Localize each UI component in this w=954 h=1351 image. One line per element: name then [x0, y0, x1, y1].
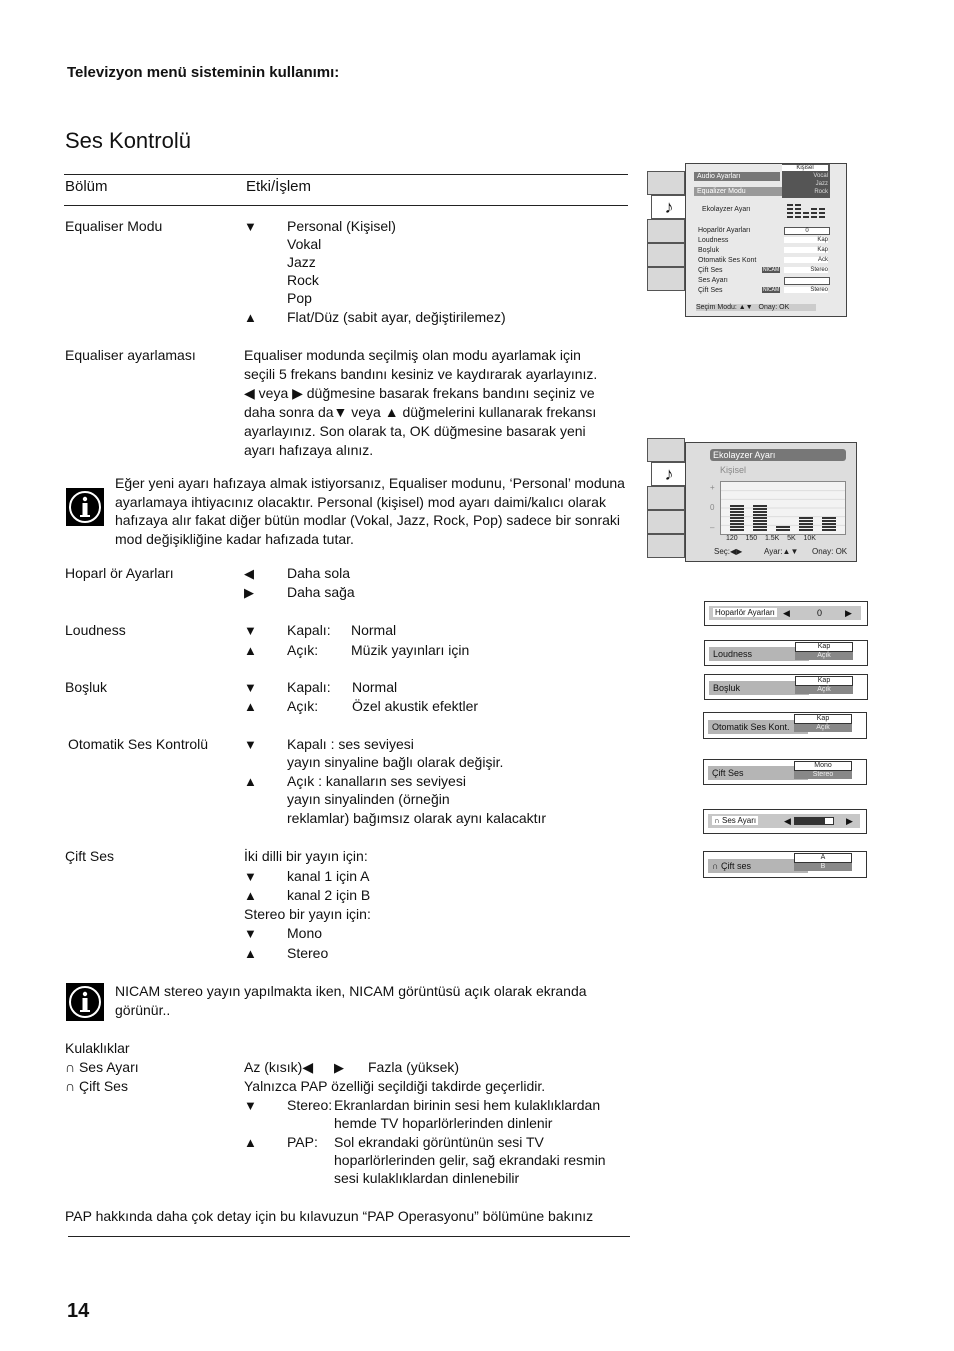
eq-band-segment: [753, 526, 767, 528]
tab-preset-icon: [647, 267, 685, 291]
equaliser-mode-label: Equaliser Modu: [65, 218, 163, 234]
right-arrow-icon: ▶: [244, 585, 254, 600]
avc-on-line: Açık : kanalların ses seviyesi: [287, 773, 466, 789]
dual-sound-bar[interactable]: [703, 759, 867, 785]
tab-features-icon: [647, 486, 685, 510]
eq-footer-adjust: Ayar:▲▼: [764, 547, 799, 556]
bar-options[interactable]: [794, 761, 852, 779]
space-off-val: Normal: [352, 679, 398, 695]
bar-options[interactable]: [794, 853, 852, 871]
text-line: ayarı hafızaya alınız.: [244, 442, 374, 458]
eq-band-segment: [730, 508, 744, 510]
bar-options[interactable]: [794, 714, 852, 732]
text-line: ayarlayınız. Son olarak ta, OK düğmesine basarak yeni: [244, 423, 586, 439]
section-header: Televizyon menü sisteminin kullanımı:: [67, 64, 340, 81]
nicam-badge: NICAM: [763, 287, 780, 293]
eq-plus: +: [710, 483, 715, 492]
menu-value: Stereo: [784, 267, 828, 273]
text-line: NICAM stereo yayın yapılmakta iken, NICAM görüntüsü açık olarak ekranda: [115, 983, 587, 999]
headphone-icon: ∩: [65, 1059, 76, 1075]
option-off[interactable]: Kap: [795, 642, 853, 652]
dropdown-item[interactable]: Kişisel: [782, 165, 828, 171]
up-arrow-icon: ▲: [244, 888, 257, 903]
audio-menu-panel: [685, 163, 847, 317]
table-top-rule: [64, 174, 628, 175]
tab-preset-icon: [647, 534, 685, 558]
option-off[interactable]: Kap: [795, 676, 853, 686]
down-arrow-icon: ▼: [244, 1098, 257, 1113]
text-line: daha sonra da▼ veya ▲ düğmelerini kullanarak frekansı: [244, 404, 597, 420]
menu-row[interactable]: Çift Ses: [698, 287, 723, 294]
nicam-badge: NICAM: [763, 267, 780, 273]
equaliser-adjust-text: [244, 346, 624, 460]
hp-stereo-line: Ekranlardan birinin sesi hem kulaklıklardan: [334, 1097, 601, 1113]
headphone-icon: ∩: [712, 861, 719, 871]
avc-on-line: reklamlar) bağımsız olarak aynı kalacaktır: [287, 810, 547, 826]
bar-label: Çift Ses: [708, 766, 808, 780]
eq-band-segment: [822, 520, 836, 522]
option-on[interactable]: Açık: [795, 686, 853, 694]
up-arrow-icon: ▲: [244, 946, 257, 961]
dual-mono: Mono: [287, 925, 323, 941]
table-header-rule: [64, 205, 628, 206]
hp-volume-text: Ses Ayarı: [78, 1059, 139, 1075]
down-arrow-icon: ▼: [244, 737, 257, 752]
avc-on-line: yayın sinyalinden (örneğin: [287, 791, 450, 807]
loudness-label: Loudness: [65, 622, 126, 638]
bar-label: [708, 859, 808, 873]
text-line: seçili 5 frekans bandını kesiniz ve kaydırarak ayarlayınız.: [244, 366, 598, 382]
eq-item: Pop: [287, 290, 312, 306]
eq-band-segment: [730, 505, 744, 507]
dual-sound-label: Çift Ses: [65, 848, 115, 864]
right-arrow-icon: ▶: [845, 608, 852, 618]
eq-title: Ekolayzer Ayarı: [710, 449, 846, 461]
tab-sound-icon: ♪: [651, 462, 687, 486]
hp-dual-text: Çift Ses: [78, 1078, 128, 1094]
eq-item: Rock: [287, 272, 319, 288]
equaliser-adjust-label: Equaliser ayarlaması: [65, 347, 196, 363]
page-title: Ses Kontrolü: [65, 128, 191, 153]
space-on-key: Açık:: [287, 698, 319, 714]
band-label: 150: [745, 535, 758, 542]
loudness-off-key: Kapalı:: [287, 622, 331, 638]
headphone-icon: ∩: [714, 816, 720, 825]
menu-eq-mode[interactable]: Equalizer Modu: [694, 187, 786, 196]
left-arrow-icon: ◀: [783, 608, 790, 618]
space-off-key: Kapalı:: [287, 679, 331, 695]
option-stereo[interactable]: Stereo: [794, 771, 852, 779]
eq-band-svg: [721, 482, 845, 534]
band-label: 5K: [787, 535, 796, 542]
avc-off-line: yayın sinyaline bağlı olarak değişir.: [287, 754, 504, 770]
menu-volume-bar: [784, 277, 830, 285]
equalizer-menu-illustration: [645, 436, 860, 564]
eq-band-segment: [753, 520, 767, 522]
eq-band-segment: [799, 520, 813, 522]
hp-low: Az (kısık)◀: [244, 1059, 314, 1075]
up-arrow-icon: ▲: [244, 774, 257, 789]
option-a[interactable]: A: [794, 853, 852, 863]
bar-label: [712, 816, 758, 825]
info-note-personal: [115, 474, 635, 548]
bar-label: Otomatik Ses Kont.: [708, 720, 808, 734]
option-b[interactable]: B: [794, 863, 852, 871]
menu-row[interactable]: Hoparlör Ayarları: [698, 227, 751, 234]
up-arrow-icon: ▲: [244, 643, 257, 658]
eq-band-bar[interactable]: [776, 526, 790, 531]
hp-pap-line: sesi kulaklıklardan dinlenebilir: [334, 1170, 520, 1186]
eq-band-segment: [730, 511, 744, 513]
eq-footer-select: Seç:◀▶: [714, 547, 743, 556]
tab-features-icon: [647, 219, 685, 243]
eq-band-segment: [730, 520, 744, 522]
footer-select: Seçim Modu: ▲▼: [696, 304, 753, 311]
option-off[interactable]: Kap: [794, 714, 852, 724]
right-arrow-icon: ▶: [334, 1060, 344, 1075]
option-mono[interactable]: Mono: [794, 761, 852, 771]
loudness-bar[interactable]: [704, 640, 868, 666]
speaker-label: Hoparl ör Ayarları: [65, 565, 174, 581]
up-arrow-icon: ▲: [244, 1135, 257, 1150]
menu-eq-adjust[interactable]: Ekolayzer Ayarı: [702, 206, 751, 213]
menu-row[interactable]: Loudness: [698, 237, 729, 244]
dropdown-item[interactable]: Vocal: [813, 173, 828, 179]
eq-band-segment: [753, 511, 767, 513]
down-arrow-icon: ▼: [244, 623, 257, 638]
bar-label: Loudness: [709, 647, 809, 661]
eq-band-segment: [799, 529, 813, 531]
band-label: 1.5K: [764, 535, 780, 542]
loudness-on-val: Müzik yayınları için: [351, 642, 470, 658]
volume-slider[interactable]: [794, 817, 834, 825]
hp-dual-label: [65, 1077, 128, 1096]
page-number: 14: [67, 1300, 90, 1322]
eq-mini-graph: [786, 202, 828, 224]
option-on[interactable]: Açık: [794, 724, 852, 732]
footer-note: PAP hakkında daha çok detay için bu kılavuzun “PAP Operasyonu” bölümüne bakınız: [65, 1208, 594, 1224]
eq-band-segment: [730, 514, 744, 516]
eq-mode-dropdown[interactable]: [782, 164, 830, 198]
text-line: Equaliser modunda seçilmiş olan modu ayarlamak için: [244, 347, 581, 363]
tab-setup-icon: [647, 243, 685, 267]
eq-band-segment: [730, 517, 744, 519]
dual-bilingual: İki dilli bir yayın için:: [244, 848, 368, 864]
loudness-on-key: Açık:: [287, 642, 319, 658]
bar-label-wrap: [709, 606, 861, 620]
hp-stereo-key: Stereo:: [287, 1097, 333, 1113]
space-on-val: Özel akustik efektler: [352, 698, 479, 714]
auto-volume-label: Otomatik Ses Kontrolü: [68, 736, 209, 752]
left-arrow-icon: ◀: [244, 566, 254, 581]
tab-picture-icon: [647, 438, 685, 462]
down-arrow-icon: ▼: [244, 926, 257, 941]
avc-off-line: Kapalı : ses seviyesi: [287, 736, 414, 752]
footer-rule: [68, 1236, 630, 1237]
eq-band-bar[interactable]: [799, 517, 813, 531]
menu-value: Kap: [784, 247, 828, 253]
eq-band-segment: [776, 529, 790, 531]
menu-value: Ack: [784, 257, 828, 263]
menu-row[interactable]: Çift Ses: [698, 267, 723, 274]
text-line: ◀ veya ▶ düğmesine basarak frekans bandını seçiniz ve: [244, 385, 595, 401]
eq-minus: –: [710, 523, 715, 532]
column-header-section: Bölüm: [65, 178, 108, 195]
eq-band-segment: [753, 508, 767, 510]
menu-value: Kap: [784, 237, 828, 243]
menu-row[interactable]: Boşluk: [698, 247, 720, 254]
menu-row[interactable]: Ses Ayarı: [698, 277, 728, 284]
eq-band-segment: [799, 517, 813, 519]
bar-label-wrap: [708, 814, 860, 828]
down-arrow-icon: ▼: [244, 869, 257, 884]
up-arrow-icon: ▲: [244, 699, 257, 714]
footer-ok: Onay: OK: [758, 304, 790, 311]
hp-pap-line: hoparlörlerinden gelir, sağ ekrandaki resmin: [334, 1152, 606, 1168]
eq-item: Personal (Kişisel): [287, 218, 396, 234]
headphone-dual-bar[interactable]: [703, 851, 867, 878]
headphone-volume-bar[interactable]: [703, 809, 867, 834]
down-arrow-icon: ▼: [244, 680, 257, 695]
eq-band-segment: [753, 517, 767, 519]
loudness-off-val: Normal: [351, 622, 397, 638]
eq-band-segment: [753, 514, 767, 516]
eq-item: Jazz: [287, 254, 316, 270]
eq-band-bar[interactable]: [730, 505, 744, 531]
hp-pap-key: PAP:: [287, 1134, 318, 1150]
dual-ch1: kanal 1 için A: [287, 868, 370, 884]
eq-band-segment: [730, 529, 744, 531]
hp-stereo-line: hemde TV hoparlörlerinden dinlenir: [334, 1115, 553, 1131]
eq-zero: 0: [710, 503, 715, 512]
right-arrow-icon: ▶: [846, 816, 853, 826]
bar-label: Boşluk: [709, 681, 809, 695]
space-label: Boşluk: [65, 679, 108, 695]
headphone-icon: ∩: [65, 1078, 76, 1094]
hp-pap-only: Yalnızca PAP özelliği seçildiği takdirde geçerlidir.: [244, 1078, 546, 1094]
eq-band-segment: [822, 523, 836, 525]
band-label: 120: [726, 535, 738, 542]
tab-setup-icon: [647, 510, 685, 534]
column-header-effect: Etki/İşlem: [246, 178, 312, 195]
hp-volume-label: [65, 1058, 139, 1077]
audio-menu-illustration: [645, 163, 850, 323]
eq-band-segment: [753, 529, 767, 531]
text-line: Eğer yeni ayarı hafızaya almak istiyorsanız, Equaliser modunu, ‘Personal’ moduna: [115, 475, 625, 491]
dropdown-item[interactable]: Jazz: [815, 181, 828, 187]
up-arrow-icon: ▲: [244, 310, 257, 325]
bar-options[interactable]: [795, 642, 853, 660]
info-note-nicam: [115, 982, 635, 1019]
eq-band-labels: [726, 535, 846, 542]
speaker-balance-bar[interactable]: [704, 601, 868, 626]
menu-title: Audio Ayarları: [694, 172, 780, 181]
headphones-label: Kulaklıklar: [65, 1040, 130, 1056]
info-icon: [66, 983, 104, 1021]
menu-value: 0: [784, 227, 830, 235]
menu-value: Stereo: [784, 287, 828, 293]
tab-picture-icon: [647, 171, 685, 195]
eq-band-segment: [822, 529, 836, 531]
eq-band-segment: [753, 523, 767, 525]
bar-label-text: Çift ses: [720, 861, 751, 871]
bar-value: 0: [817, 608, 823, 618]
dual-stereo: Stereo: [287, 945, 329, 961]
down-arrow-icon: ▼: [244, 219, 257, 234]
bar-options[interactable]: [795, 676, 853, 694]
volume-slider-fill: [795, 818, 825, 824]
eq-band-graph[interactable]: [720, 481, 846, 535]
eq-band-bar[interactable]: [753, 505, 767, 531]
hp-pap-line: Sol ekrandaki görüntünün sesi TV: [334, 1134, 544, 1150]
eq-item: Vokal: [287, 236, 322, 252]
eq-band-segment: [822, 517, 836, 519]
eq-band-segment: [799, 526, 813, 528]
eq-flat: Flat/Düz (sabit ayar, değiştirilemez): [287, 309, 506, 325]
option-on[interactable]: Açık: [795, 652, 853, 660]
text-line: görünür..: [115, 1001, 171, 1018]
left-arrow-icon: ◀: [784, 816, 791, 826]
band-label: 10K: [803, 535, 816, 542]
speaker-left: Daha sola: [287, 565, 351, 581]
eq-band-segment: [799, 523, 813, 525]
eq-band-segment: [753, 505, 767, 507]
eq-band-segment: [822, 526, 836, 528]
eq-current-mode: Kişisel: [720, 465, 747, 475]
menu-footer: [696, 304, 816, 311]
hp-high: Fazla (yüksek): [368, 1059, 460, 1075]
eq-band-segment: [776, 526, 790, 528]
speaker-right: Daha sağa: [287, 584, 355, 600]
bar-label: Hoparlör Ayarları: [715, 608, 775, 617]
dual-stereo-broadcast: Stereo bir yayın için:: [244, 906, 371, 922]
menu-row[interactable]: Otomatik Ses Kont: [698, 257, 757, 264]
equalizer-panel: [685, 442, 857, 562]
eq-band-segment: [730, 523, 744, 525]
bar-label-text: Ses Ayarı: [721, 816, 757, 825]
eq-band-segment: [730, 526, 744, 528]
text-line: ayarlamaya ihtiyacınız olacaktır. Personal (kişisel) mod ayarı daimi/kalıcı olarak: [115, 493, 606, 510]
space-bar[interactable]: [704, 674, 868, 700]
eq-band-bar[interactable]: [822, 517, 836, 531]
dual-ch2: kanal 2 için B: [287, 887, 371, 903]
text-line: hafızaya alır fakat diğer bütün modlar (Vokal, Jazz, Rock, Pop) sadece bir sonraki: [115, 512, 621, 528]
tab-sound-icon: ♪: [651, 195, 687, 219]
eq-footer-ok: Onay: OK: [812, 547, 848, 556]
dropdown-item[interactable]: Rock: [814, 189, 828, 195]
info-icon: [66, 488, 104, 526]
text-line: mod değişikliğine kadar hafızada tutar.: [115, 530, 354, 547]
avc-bar[interactable]: [703, 712, 867, 739]
